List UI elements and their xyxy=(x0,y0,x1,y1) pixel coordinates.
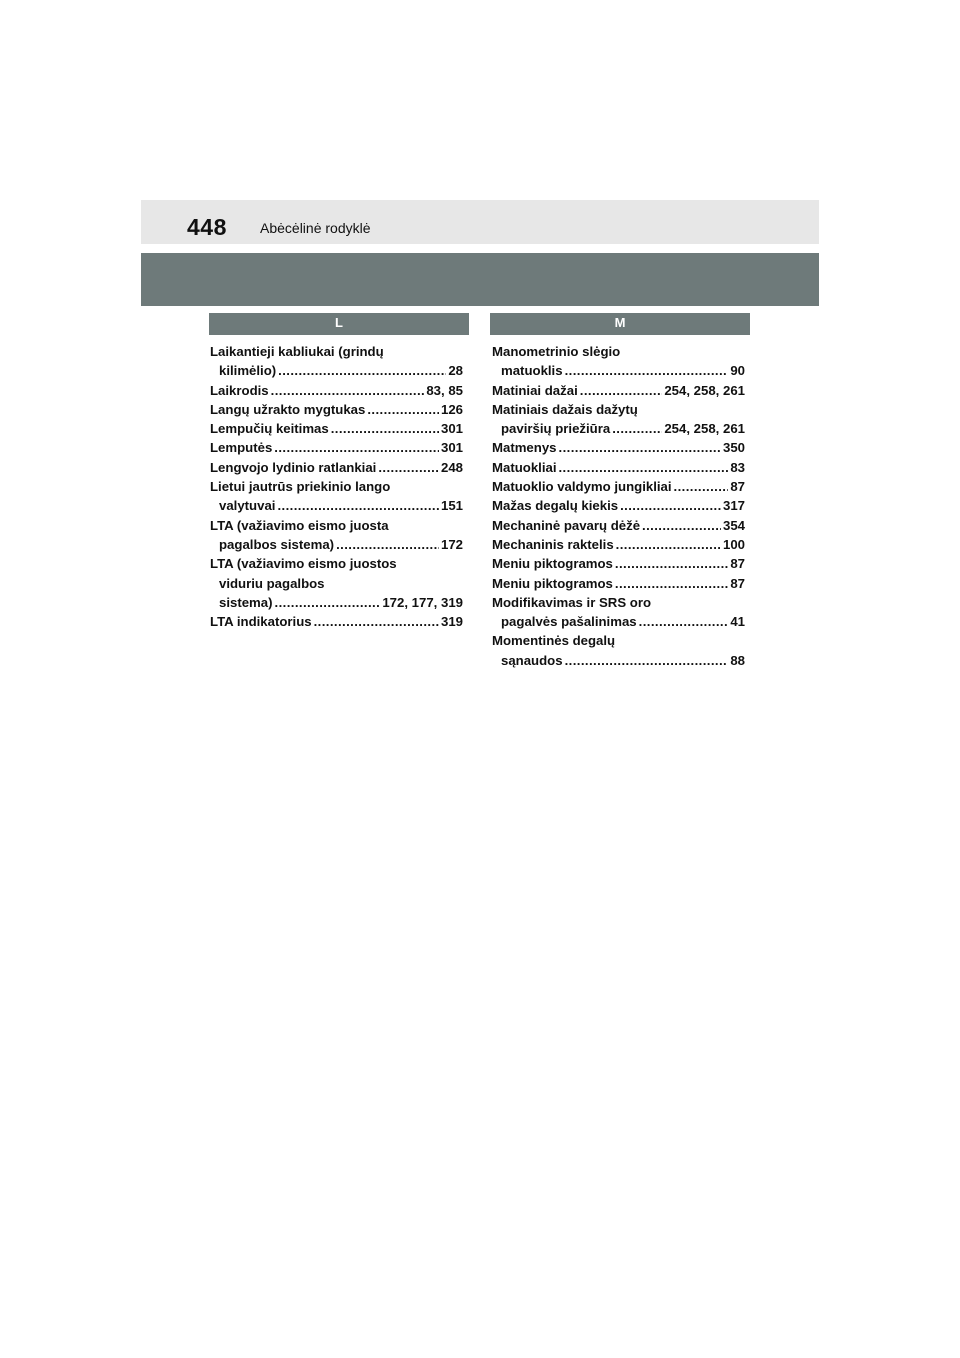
index-entry-pages: 172 xyxy=(440,536,463,552)
index-entry-text: sistema) xyxy=(219,594,273,610)
index-entry xyxy=(492,400,745,439)
dot-leader xyxy=(674,477,729,496)
dot-leader xyxy=(615,574,728,593)
index-entry xyxy=(492,342,745,381)
index-entry-text: LTA (važiavimo eismo juostos xyxy=(210,556,397,572)
index-entry-text: Mechaninis raktelis xyxy=(492,536,614,552)
index-entry-text: Lengvojo lydinio ratlankiai xyxy=(210,459,377,475)
index-entry-pages: 301 xyxy=(440,421,463,437)
index-entry xyxy=(492,438,745,457)
index-entry-text: Matiniai dažai xyxy=(492,382,578,398)
dot-leader xyxy=(612,419,662,438)
index-entry-pages: 319 xyxy=(440,614,463,630)
index-entry xyxy=(492,574,745,593)
index-entry-text: Meniu piktogramos xyxy=(492,575,613,591)
index-entry xyxy=(492,516,745,535)
section-letter-l: L xyxy=(209,313,469,335)
index-entry-pages: 87 xyxy=(730,479,745,495)
index-column-m xyxy=(492,342,745,670)
index-entry-text: paviršių priežiūra xyxy=(501,421,611,437)
index-entry xyxy=(492,458,745,477)
index-entry-pages: 354 xyxy=(722,517,745,533)
index-entry-pages: 87 xyxy=(730,556,745,572)
index-entry-text: viduriu pagalbos xyxy=(219,575,325,591)
index-entry-text: Lempučių keitimas xyxy=(210,421,329,437)
index-entry xyxy=(210,554,463,612)
index-entry-text: Modifikavimas ir SRS oro xyxy=(492,594,652,610)
dot-leader xyxy=(565,651,729,670)
dot-leader xyxy=(331,419,439,438)
dot-leader xyxy=(580,381,663,400)
index-entry xyxy=(210,458,463,477)
dot-leader xyxy=(558,458,728,477)
index-entry xyxy=(492,477,745,496)
index-entry xyxy=(492,554,745,573)
index-entry-pages: 317 xyxy=(722,498,745,514)
index-entry-pages: 254, 258, 261 xyxy=(664,421,745,437)
dot-leader xyxy=(615,554,728,573)
index-entry xyxy=(210,516,463,555)
index-entry-text: valytuvai xyxy=(219,498,276,514)
index-entry-text: Mažas degalų kiekis xyxy=(492,498,619,514)
index-entry xyxy=(492,381,745,400)
page-number: 448 xyxy=(187,214,227,240)
index-entry-text: sąnaudos xyxy=(501,652,563,668)
index-entry-text: Lemputės xyxy=(210,440,273,456)
dot-leader xyxy=(274,438,439,457)
index-entry-text: Lietui jautrūs priekinio lango xyxy=(210,479,391,495)
dot-leader xyxy=(271,381,425,400)
index-column-l xyxy=(210,342,463,631)
index-entry-pages: 41 xyxy=(730,614,745,630)
index-entry-text: Meniu piktogramos xyxy=(492,556,613,572)
index-entry-pages: 301 xyxy=(440,440,463,456)
index-entry xyxy=(210,477,463,516)
index-entry-pages: 28 xyxy=(448,363,463,379)
dot-leader xyxy=(277,496,439,515)
section-band xyxy=(141,253,819,306)
index-entry-text: Mechaninė pavarų dėžė xyxy=(492,517,641,533)
index-entry-text: LTA indikatorius xyxy=(210,614,312,630)
header-strip xyxy=(141,200,819,244)
index-entry xyxy=(210,342,463,381)
index-entry-text: Matiniais dažais dažytų xyxy=(492,401,638,417)
index-entry xyxy=(210,438,463,457)
dot-leader xyxy=(620,496,721,515)
index-entry xyxy=(210,612,463,631)
section-letter-m: M xyxy=(490,313,750,335)
index-entry-pages: 126 xyxy=(440,401,463,417)
index-entry-text: pagalvės pašalinimas xyxy=(501,614,637,630)
dot-leader xyxy=(336,535,439,554)
dot-leader xyxy=(642,516,721,535)
index-entry xyxy=(492,535,745,554)
index-entry xyxy=(492,631,745,670)
dot-leader xyxy=(565,361,729,380)
index-entry-pages: 88 xyxy=(730,652,745,668)
index-entry-pages: 83, 85 xyxy=(426,382,463,398)
index-entry xyxy=(210,400,463,419)
index-entry-text: Laikantieji kabliukai (grindų xyxy=(210,344,384,359)
index-entry-pages: 350 xyxy=(722,440,745,456)
dot-leader xyxy=(275,593,381,612)
index-entry-text: pagalbos sistema) xyxy=(219,536,335,552)
index-entry-text: Matuokliai xyxy=(492,459,557,475)
dot-leader xyxy=(616,535,721,554)
dot-leader xyxy=(639,612,729,631)
dot-leader xyxy=(314,612,439,631)
dot-leader xyxy=(378,458,439,477)
index-entry xyxy=(492,593,745,632)
index-entry-pages: 151 xyxy=(440,498,463,514)
index-entry-text: Manometrinio slėgio xyxy=(492,344,621,359)
dot-leader xyxy=(367,400,439,419)
index-entry-text: Langų užrakto mygtukas xyxy=(210,401,366,417)
index-entry-text: matuoklis xyxy=(501,363,563,379)
index-entry-pages: 90 xyxy=(730,363,745,379)
page-title: Abėcėlinė rodyklė xyxy=(260,220,371,236)
index-entry xyxy=(492,496,745,515)
index-entry-pages: 100 xyxy=(722,536,745,552)
dot-leader xyxy=(278,361,446,380)
index-entry-pages: 172, 177, 319 xyxy=(382,594,463,610)
index-entry-text: Matmenys xyxy=(492,440,557,456)
index-entry xyxy=(210,381,463,400)
index-entry-pages: 87 xyxy=(730,575,745,591)
index-entry-text: LTA (važiavimo eismo juosta xyxy=(210,517,389,533)
index-entry-pages: 248 xyxy=(440,459,463,475)
index-entry-text: Laikrodis xyxy=(210,382,269,398)
index-entry-text: Matuoklio valdymo jungikliai xyxy=(492,479,672,495)
index-entry xyxy=(210,419,463,438)
index-entry-text: Momentinės degalų xyxy=(492,633,616,649)
dot-leader xyxy=(559,438,721,457)
index-entry-pages: 83 xyxy=(730,459,745,475)
index-entry-pages: 254, 258, 261 xyxy=(664,382,745,398)
index-entry-text: kilimėlio) xyxy=(219,363,277,379)
